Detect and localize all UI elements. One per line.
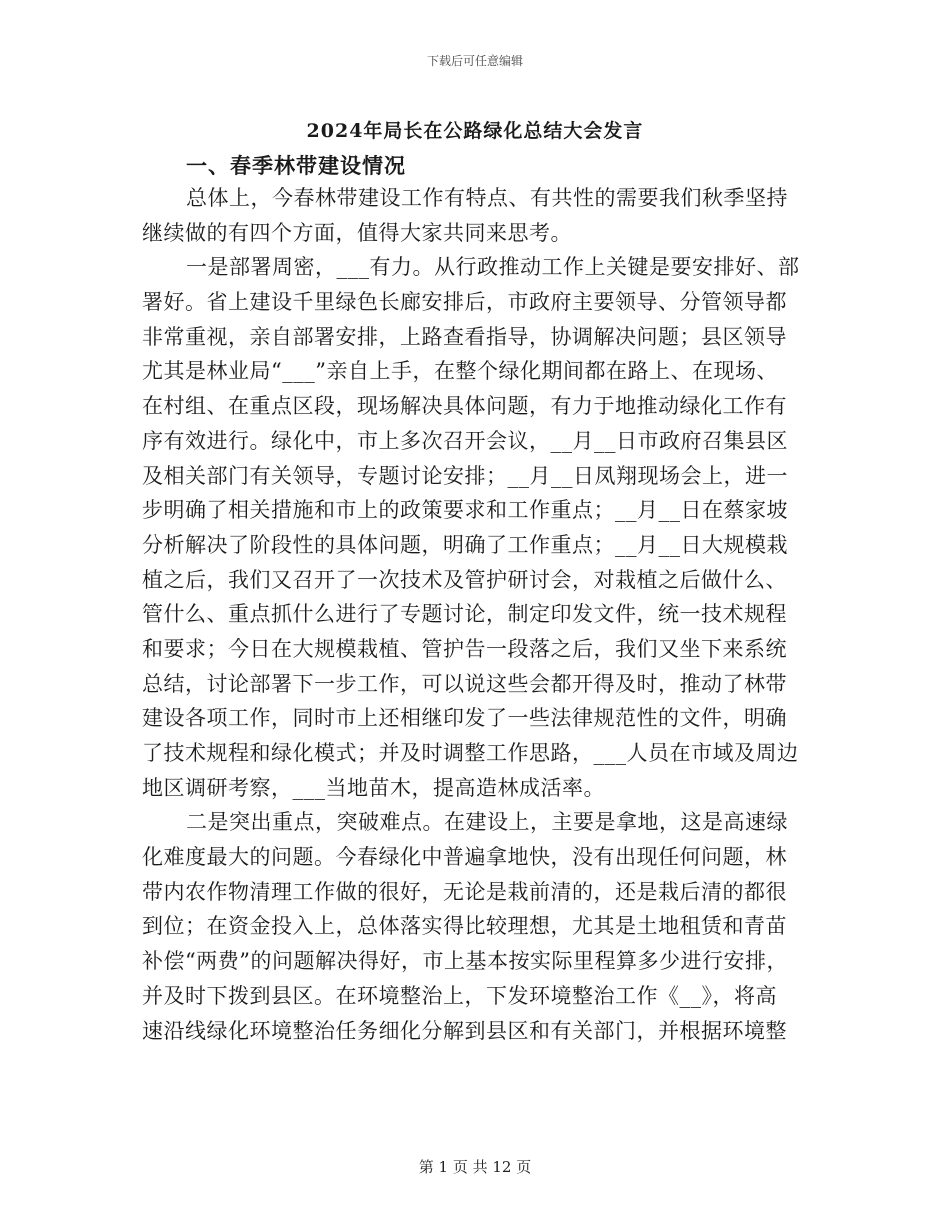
- text-line: 非常重视，亲自部署安排，上路查看指导，协调解决问题；县区领导: [142, 324, 787, 349]
- document-body: [142, 181, 812, 1048]
- text-line: 化难度最大的问题。今春绿化中普遍拿地快，没有出现任何问题，林: [142, 845, 787, 870]
- text-line: 分析解决了阶段性的具体问题，明确了工作重点；__月__日大规模栽: [142, 532, 788, 557]
- text-line: 建设各项工作，同时市上还相继印发了一些法律规范性的文件，明确: [142, 706, 787, 731]
- text-line: 并及时下拨到县区。在环境整治上，下发环境整治工作《__》，将高: [142, 983, 777, 1008]
- text-line: 和要求；今日在大规模栽植、管护告一段落之后，我们又坐下来系统: [142, 636, 787, 661]
- text-line: 序有效进行。绿化中，市上多次召开会议，__月__日市政府召集县区: [142, 428, 788, 453]
- document-title: 2024年局长在公路绿化总结大会发言: [306, 120, 644, 142]
- text-line: 署好。省上建设千里绿色长廊安排后，市政府主要领导、分管领导都: [142, 290, 787, 315]
- text-line: 植之后，我们又召开了一次技术及管护研讨会，对栽植之后做什么、: [142, 567, 787, 592]
- text-line: 总结，讨论部署下一步工作，可以说这些会都开得及时，推动了林带: [142, 671, 787, 696]
- text-line: 尤其是林业局“___”亲自上手，在整个绿化期间都在路上、在现场、: [142, 359, 778, 384]
- text-line: 管什么、重点抓什么进行了专题讨论，制定印发文件，统一技术规程: [142, 602, 787, 627]
- text-line: 总体上，今春林带建设工作有特点、有共性的需要我们秋季坚持: [186, 186, 788, 210]
- download-note: 下载后可任意编辑: [426, 54, 523, 68]
- text-line: 到位；在资金投入上，总体落实得比较理想，尤其是土地租赁和青苗: [142, 914, 787, 939]
- page-number: 第 1 页 共 12 页: [418, 1158, 532, 1176]
- text-line: 二是突出重点，突破难点。在建设上，主要是拿地，这是高速绿: [186, 810, 788, 835]
- text-line: 带内农作物清理工作做的很好，无论是栽前清的，还是栽后清的都很: [142, 879, 787, 904]
- text-line: 补偿“两费”的问题解决得好，市上基本按实际里程算多少进行安排，: [142, 949, 788, 974]
- text-line: 地区调研考察，___当地苗木，提高造林成活率。: [142, 775, 605, 800]
- text-line: 一是部署周密，___有力。从行政推动工作上关键是要安排好、部: [186, 255, 800, 280]
- section-heading: 一、春季林带建设情况: [186, 153, 406, 178]
- text-line: 了技术规程和绿化模式；并及时调整工作思路，___人员在市域及周边: [142, 741, 799, 765]
- text-line: 及相关部门有关领导，专题讨论安排；__月__日凤翔现场会上，进一: [142, 463, 788, 488]
- text-line: 在村组、在重点区段，现场解决具体问题，有力于地推动绿化工作有: [142, 394, 787, 419]
- text-line: 继续做的有四个方面，值得大家共同来思考。: [142, 220, 572, 245]
- text-line: 速沿线绿化环境整治任务细化分解到县区和有关部门，并根据环境整: [142, 1018, 787, 1043]
- text-line: 步明确了相关措施和市上的政策要求和工作重点；__月__日在蔡家坡: [142, 498, 788, 523]
